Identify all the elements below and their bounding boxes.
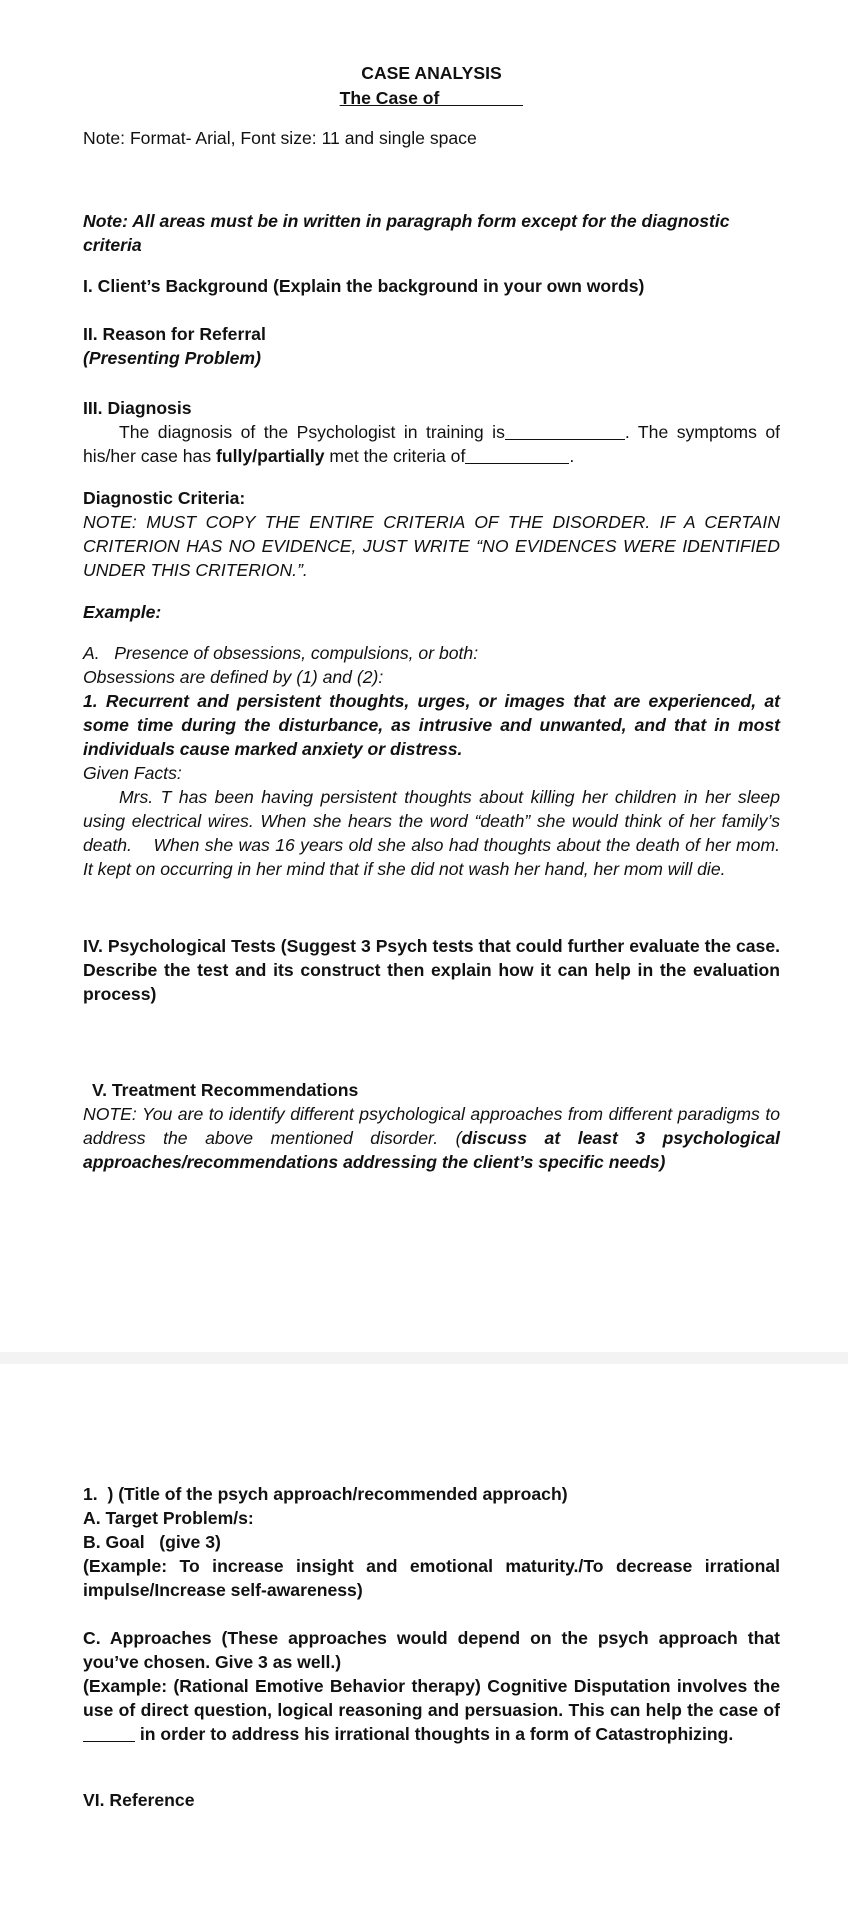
document-title: CASE ANALYSIS bbox=[361, 63, 502, 83]
case-name-blank bbox=[439, 87, 523, 106]
criterion-a: A. Presence of obsessions, compulsions, or both: bbox=[83, 643, 479, 663]
approach-example-b: in order to address his irrational thoughts in a form of Catastrophizing. bbox=[135, 1724, 734, 1744]
approach-example-a: (Example: (Rational Emotive Behavior therapy) Cognitive Disputation involves the use of direct question, logical reasoning and persuasion. This can help the case of bbox=[83, 1676, 780, 1720]
section-reason-referral: II. Reason for Referral bbox=[83, 324, 266, 344]
page-separator bbox=[0, 1352, 848, 1364]
obsessions-definition: Obsessions are defined by (1) and (2): bbox=[83, 667, 384, 687]
treatment-note bbox=[83, 1102, 780, 1174]
treatment-note-b: discuss at least 3 psychological approaches/recommendations addressing the client’s specific needs) bbox=[83, 1128, 780, 1172]
case-of-label: The Case of bbox=[339, 88, 440, 108]
format-note: Note: Format- Arial, Font size: 11 and single space bbox=[83, 128, 477, 148]
page-two bbox=[0, 1364, 848, 1920]
treatment-note-a: NOTE: You are to identify different psychological approaches from different paradigms to address the above mentioned disorder. ( bbox=[83, 1104, 780, 1148]
given-facts-text: Mrs. T has been having persistent thoughts about killing her children in her sleep using electrical wires. When she hears the word “death” she would think of her family’s death. When she was 16 years old she also had thoughts about the death of her mom. It kept on occurring in her mind that if she did not wash her hand, her mom will die. bbox=[83, 787, 780, 879]
diagnosis-paragraph bbox=[83, 420, 780, 468]
diagnosis-text-b: . The symptoms of his/her case has bbox=[83, 422, 780, 466]
case-blank bbox=[83, 1723, 135, 1742]
approach-example bbox=[83, 1674, 780, 1746]
diagnosis-bold-word: fully/partially bbox=[216, 446, 325, 466]
section-diagnosis: III. Diagnosis bbox=[83, 398, 192, 418]
approach-title-item: 1. ) (Title of the psych approach/recommended approach) bbox=[83, 1484, 568, 1504]
target-problems: A. Target Problem/s: bbox=[83, 1508, 254, 1528]
section-treatment: V. Treatment Recommendations bbox=[92, 1080, 359, 1100]
criteria-blank bbox=[465, 445, 569, 464]
example-title: Example: bbox=[83, 602, 162, 622]
criteria-note: NOTE: MUST COPY THE ENTIRE CRITERIA OF THE DISORDER. IF A CERTAIN CRITERION HAS NO EVIDENCE, JUST WRITE “NO EVIDENCES WERE IDENTIFIED UNDER THIS CRITERION.”. bbox=[83, 512, 780, 580]
section-psych-tests: IV. Psychological Tests (Suggest 3 Psych tests that could further evaluate the case. Describe the test and its construct then explain how it can help in the evaluation process) bbox=[83, 936, 780, 1004]
section-client-background: I. Client’s Background (Explain the background in your own words) bbox=[83, 276, 645, 296]
case-of-line bbox=[83, 86, 780, 110]
given-facts-label: Given Facts: bbox=[83, 763, 182, 783]
goal-example: (Example: To increase insight and emotional maturity./To decrease irrational impulse/Increase self-awareness) bbox=[83, 1556, 780, 1600]
goal-label: B. Goal (give 3) bbox=[83, 1532, 221, 1552]
approaches-label: C. Approaches (These approaches would depend on the psych approach that you’ve chosen. Give 3 as well.) bbox=[83, 1628, 780, 1672]
diagnosis-text-c: met the criteria of bbox=[324, 446, 466, 466]
criterion-1: 1. Recurrent and persistent thoughts, urges, or images that are experienced, at some time during the disturbance, as intrusive and unwanted, and that in most individuals cause marked anxiety or distress. bbox=[83, 691, 780, 759]
paragraph-note: Note: All areas must be in written in paragraph form except for the diagnostic criteria bbox=[83, 211, 730, 255]
diagnosis-blank bbox=[505, 421, 625, 440]
diagnosis-text-a: The diagnosis of the Psychologist in training is bbox=[119, 422, 505, 442]
diagnostic-criteria-title: Diagnostic Criteria: bbox=[83, 488, 246, 508]
section-reference: VI. Reference bbox=[83, 1790, 195, 1810]
diagnosis-text-d: . bbox=[569, 446, 575, 466]
presenting-problem: (Presenting Problem) bbox=[83, 348, 261, 368]
